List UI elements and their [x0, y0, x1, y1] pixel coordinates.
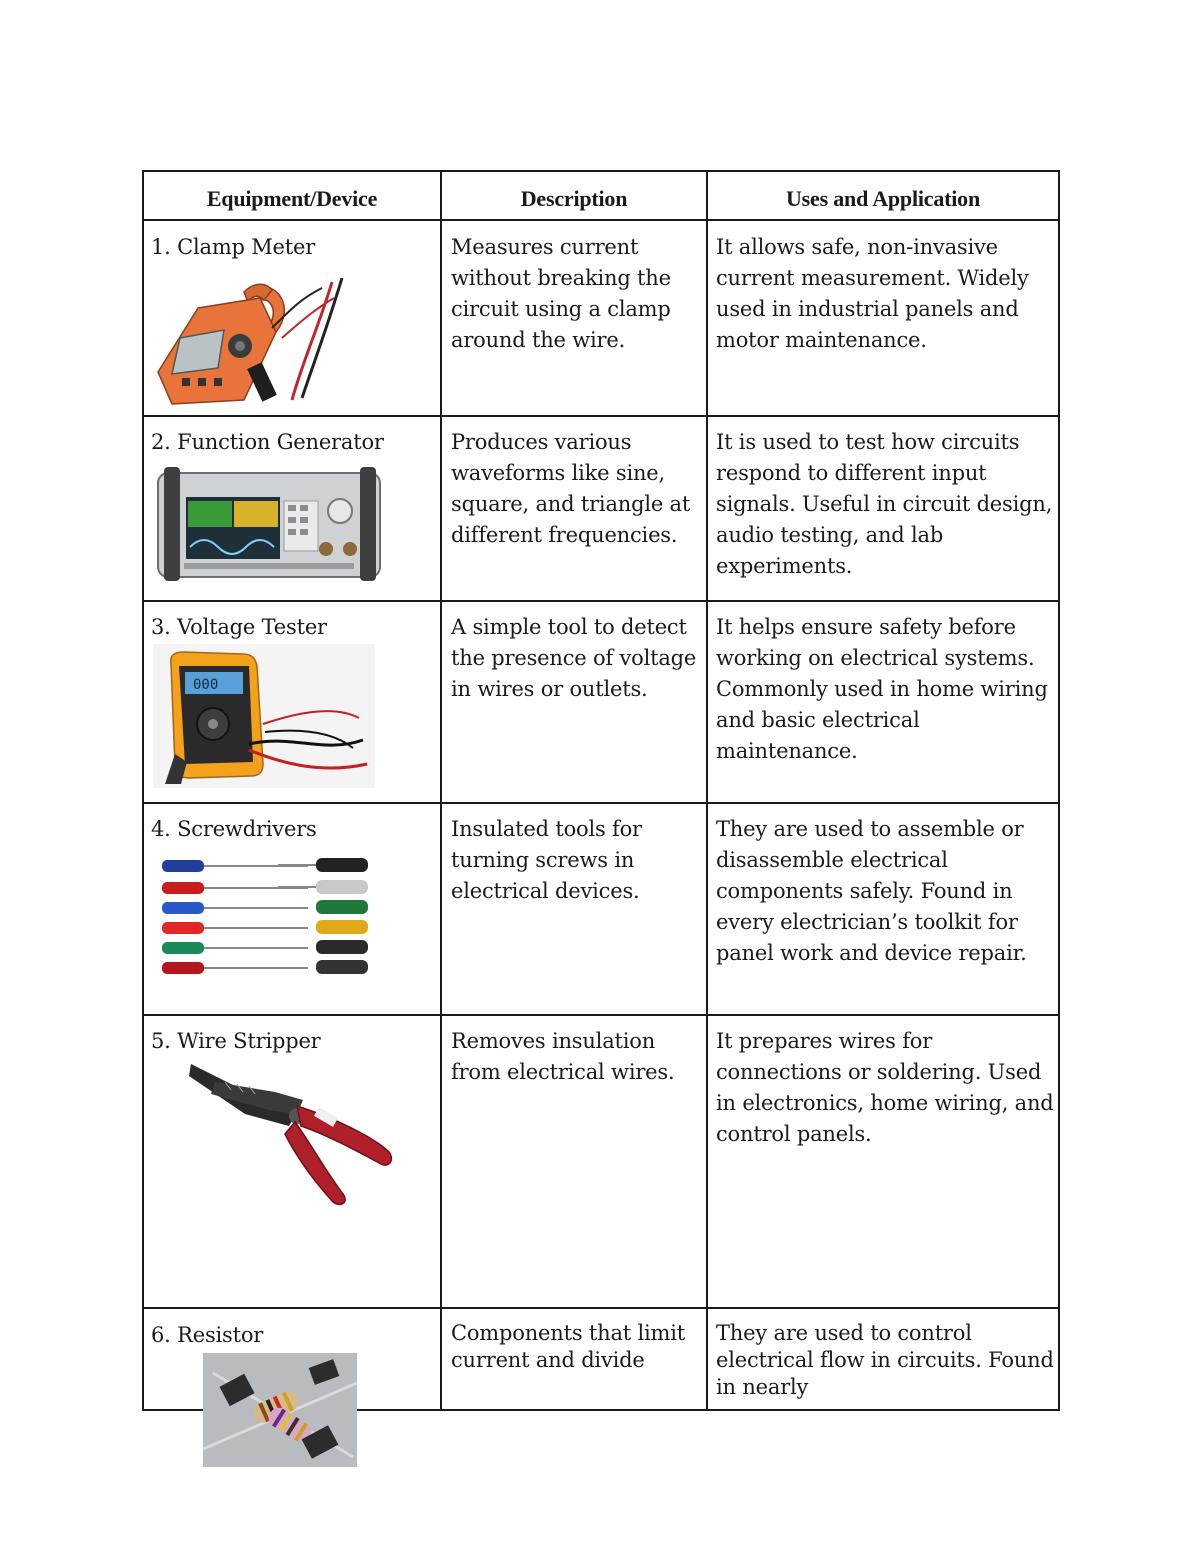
device-name-voltage-tester: 3. Voltage Tester — [151, 615, 327, 639]
svg-text:000: 000 — [193, 677, 219, 693]
description-voltage-tester: A simple tool to detect the presence of voltage in wires or outlets. — [451, 615, 697, 701]
header-uses: Uses and Application — [785, 186, 981, 211]
description-function-generator: Produces various waveforms like sine, square, and triangle at different frequencies. — [451, 430, 691, 547]
description-clamp-meter: Measures current without breaking the circuit using a clamp around the wire. — [451, 235, 671, 352]
uses-clamp-meter: It allows safe, non-invasive current measurement. Widely used in industrial panels and motor maintenance. — [716, 235, 1029, 352]
description-screwdrivers: Insulated tools for turning screws in electrical devices. — [451, 817, 642, 903]
uses-function-generator: It is used to test how circuits respond to different input signals. Useful in circuit design, audio testing, and lab experiments. — [716, 430, 1053, 578]
uses-resistor: They are used to control electrical flow in circuits. Found in nearly — [716, 1321, 1054, 1399]
device-name-resistor: 6. Resistor — [151, 1323, 264, 1347]
uses-screwdrivers: They are used to assemble or disassemble electrical components safely. Found in every electrician’s toolkit for panel work and device repair. — [716, 817, 1027, 965]
uses-voltage-tester: It helps ensure safety before working on electrical systems. Commonly used in home wiring and basic electrical maintenance. — [716, 615, 1048, 763]
wire-stripper-icon — [185, 1060, 397, 1210]
header-equipment: Equipment/Device — [206, 186, 378, 211]
voltage-tester-icon — [153, 644, 375, 788]
device-name-clamp-meter: 1. Clamp Meter — [151, 235, 316, 259]
description-wire-stripper: Removes insulation from electrical wires. — [451, 1029, 675, 1084]
description-resistor: Components that limit current and divide — [451, 1321, 685, 1372]
device-name-function-generator: 2. Function Generator — [151, 430, 384, 454]
uses-wire-stripper: It prepares wires for connections or soldering. Used in electronics, home wiring, and control panels. — [716, 1029, 1054, 1146]
resistor-icon — [203, 1353, 357, 1467]
clamp-meter-icon — [152, 268, 362, 408]
function-generator-icon — [154, 467, 386, 583]
device-name-wire-stripper: 5. Wire Stripper — [151, 1029, 321, 1053]
screwdrivers-icon — [158, 852, 372, 988]
header-description: Description — [520, 186, 628, 211]
device-name-screwdrivers: 4. Screwdrivers — [151, 817, 317, 841]
